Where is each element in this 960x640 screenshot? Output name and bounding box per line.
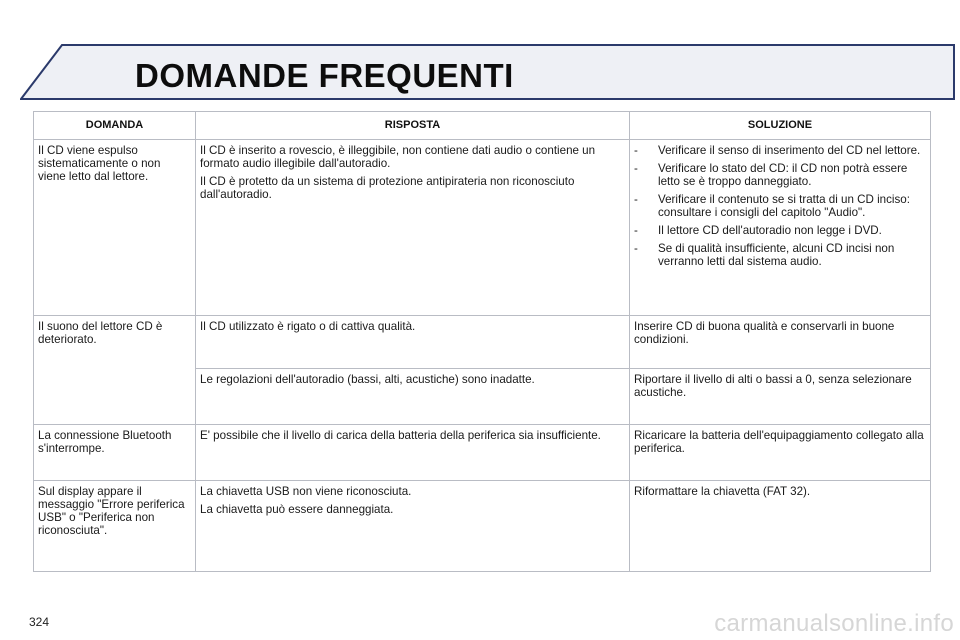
answer-cell xyxy=(196,140,630,316)
table-row xyxy=(34,140,931,316)
question-text: Il suono del lettore CD è deteriorato. xyxy=(38,320,163,346)
table-row xyxy=(34,425,931,481)
answer-text: E' possibile che il livello di carica della batteria della periferica sia insufficiente. xyxy=(200,429,601,442)
faq-table xyxy=(33,111,931,572)
question-cell xyxy=(34,425,196,481)
question-text: La connessione Bluetooth s'interrompe. xyxy=(38,429,172,455)
list-item: - Se di qualità insufficiente, alcuni CD incisi non verranno letti dal sistema audio. xyxy=(634,242,895,268)
list-item: - Verificare il senso di inserimento del CD nel lettore. xyxy=(634,144,921,157)
solution-text: Verificare il senso di inserimento del CD nel lettore. xyxy=(658,144,921,157)
question-text: Il CD viene espulso sistematicamente o non viene letto dal lettore. xyxy=(38,144,161,183)
answer-cell xyxy=(196,369,630,425)
header-question: DOMANDA xyxy=(34,112,196,140)
solution-text: Verificare lo stato del CD: il CD non potrà essere letto se è troppo danneggiato. xyxy=(658,162,908,188)
solution-list xyxy=(634,144,926,268)
watermark: carmanualsonline.info xyxy=(714,610,954,637)
solution-text: Inserire CD di buona qualità e conservarli in buone condizioni. xyxy=(634,320,895,346)
table-row xyxy=(34,316,931,369)
answer-text: Le regolazioni dell'autoradio (bassi, alti, acustiche) sono inadatte. xyxy=(200,373,535,386)
solution-cell xyxy=(630,369,931,425)
question-cell xyxy=(34,140,196,316)
question-cell xyxy=(34,316,196,425)
header-answer: RISPOSTA xyxy=(196,112,630,140)
answer-text: La chiavetta può essere danneggiata. xyxy=(200,503,394,516)
answer-text: La chiavetta USB non viene riconosciuta. xyxy=(200,485,412,498)
page-title: DOMANDE FREQUENTI xyxy=(135,57,514,94)
solution-cell xyxy=(630,316,931,369)
table-row xyxy=(34,481,931,572)
solution-text: Il lettore CD dell'autoradio non legge i DVD. xyxy=(658,224,882,237)
header-solution: SOLUZIONE xyxy=(630,112,931,140)
table-header-row xyxy=(34,112,931,140)
answer-cell xyxy=(196,425,630,481)
solution-text: Verificare il contenuto se si tratta di un CD inciso: consultare i consigli del capitolo "Audio". xyxy=(658,193,910,219)
answer-cell xyxy=(196,316,630,369)
list-item: - Verificare lo stato del CD: il CD non potrà essere letto se è troppo danneggiato. xyxy=(634,162,908,188)
question-cell xyxy=(34,481,196,572)
answer-text: Il CD utilizzato è rigato o di cattiva qualità. xyxy=(200,320,416,333)
solution-text: Riformattare la chiavetta (FAT 32). xyxy=(634,485,811,498)
list-item: - Il lettore CD dell'autoradio non legge i DVD. xyxy=(634,224,882,237)
question-text: Sul display appare il messaggio "Errore periferica USB" o "Periferica non riconosciuta". xyxy=(38,485,185,537)
solution-text: Se di qualità insufficiente, alcuni CD incisi non verranno letti dal sistema audio. xyxy=(658,242,895,268)
solution-text: Riportare il livello di alti o bassi a 0, senza selezionare acustiche. xyxy=(634,373,912,399)
answer-cell xyxy=(196,481,630,572)
solution-cell xyxy=(630,140,931,316)
answer-text: Il CD è inserito a rovescio, è illeggibile, non contiene dati audio o contiene un formato audio illegibile dall'autoradio. xyxy=(200,144,596,170)
solution-cell xyxy=(630,481,931,572)
list-item: - Verificare il contenuto se si tratta di un CD inciso: consultare i consigli del capitolo "Audio". xyxy=(634,193,910,219)
answer-text: Il CD è protetto da un sistema di protezione antipirateria non riconosciuto dall'autoradio. xyxy=(200,175,575,201)
solution-text: Ricaricare la batteria dell'equipaggiamento collegato alla periferica. xyxy=(634,429,924,455)
page-number: 324 xyxy=(29,615,50,629)
solution-cell xyxy=(630,425,931,481)
